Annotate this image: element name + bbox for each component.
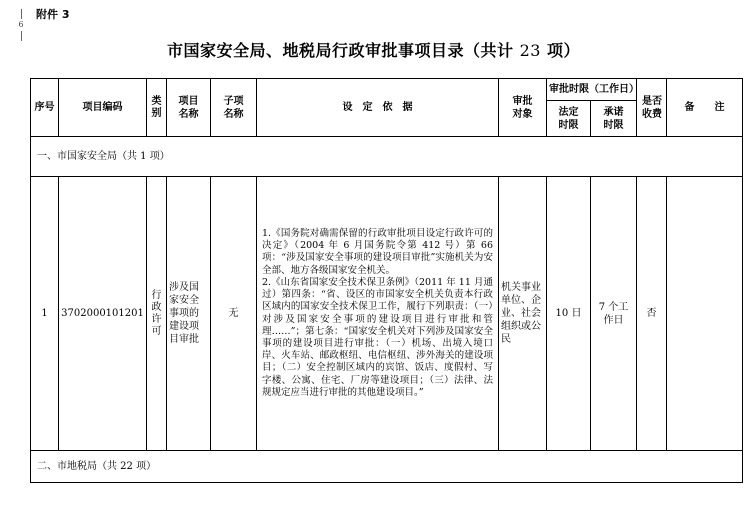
page-margin-mark — [16, 8, 26, 42]
row-code: 3702000101201 — [59, 177, 147, 451]
row-promised-limit: 7 个工作日 — [591, 177, 637, 451]
header-target: 审批对象 — [499, 79, 547, 137]
header-remarks: 备 注 — [667, 79, 743, 137]
row-remarks — [667, 177, 743, 451]
row-target: 机关事业单位、企业、社会组织或公民 — [499, 177, 547, 451]
annex-label: 附件 3 — [36, 8, 70, 21]
section-title: 一、市国家安全局（共 1 项） — [31, 137, 743, 177]
section-row — [31, 137, 743, 177]
basis-paragraph: 2.《山东省国家安全技术保卫条例》（2011 年 11 月通过）第四条：“省、设区的市国家安全机关负责本行政区域内的国家安全技术保卫工作，履行下列职责：（一）对涉及国家安全事项的建设项目进行审批和管理……”；第七条：“国家安全机关对下列涉及国家安全事项的建设项目进行审批：（一）机场、出境入境口岸、火车站、邮政枢纽、电信枢纽、涉外海关的建设项目；（二）安全控制区域内的宾馆、饭店、度假村、写字楼、公寓、住宅、厂房等建设项目；（三）法律、法规规定应当进行审批的其他建设项目。” — [262, 276, 493, 398]
header-seq: 序号 — [31, 79, 59, 137]
header-charge: 是否收费 — [637, 79, 667, 137]
section-row — [31, 451, 743, 483]
header-item-name: 项目名称 — [167, 79, 211, 137]
header-promised-limit: 承诺时限 — [591, 101, 637, 137]
header-code: 项目编码 — [59, 79, 147, 137]
approval-items-table — [30, 78, 743, 483]
row-sub-item-name: 无 — [211, 177, 257, 451]
header-sub-item-name: 子项名称 — [211, 79, 257, 137]
section-title: 二、市地税局（共 22 项） — [31, 451, 743, 483]
basis-paragraph: 1.《国务院对确需保留的行政审批项目设定行政许可的决定》（2004 年 6 月国务院令第 412 号）第 66 项：“涉及国家安全事项的建设项目审批”实施机关为安全部、地方各级国家安全机关。 — [262, 228, 493, 276]
margin-page-number: 6 — [18, 20, 24, 29]
row-seq: 1 — [31, 177, 59, 451]
header-basis: 设 定 依 据 — [257, 79, 499, 137]
page-title: 市国家安全局、地税局行政审批事项目录（共计 23 项） — [166, 41, 580, 60]
title-count: 23 — [519, 41, 541, 60]
table-header-row — [31, 79, 743, 101]
header-category: 类别 — [147, 79, 167, 137]
header-time-limit: 审批时限（工作日） — [547, 79, 637, 101]
row-item-name: 涉及国家安全事项的建设项目审批 — [167, 177, 211, 451]
row-charge: 否 — [637, 177, 667, 451]
row-legal-limit: 10 日 — [547, 177, 591, 451]
table-row — [31, 177, 743, 451]
header-legal-limit: 法定时限 — [547, 101, 591, 137]
row-basis — [257, 177, 499, 451]
row-category: 行政许可 — [147, 177, 167, 451]
